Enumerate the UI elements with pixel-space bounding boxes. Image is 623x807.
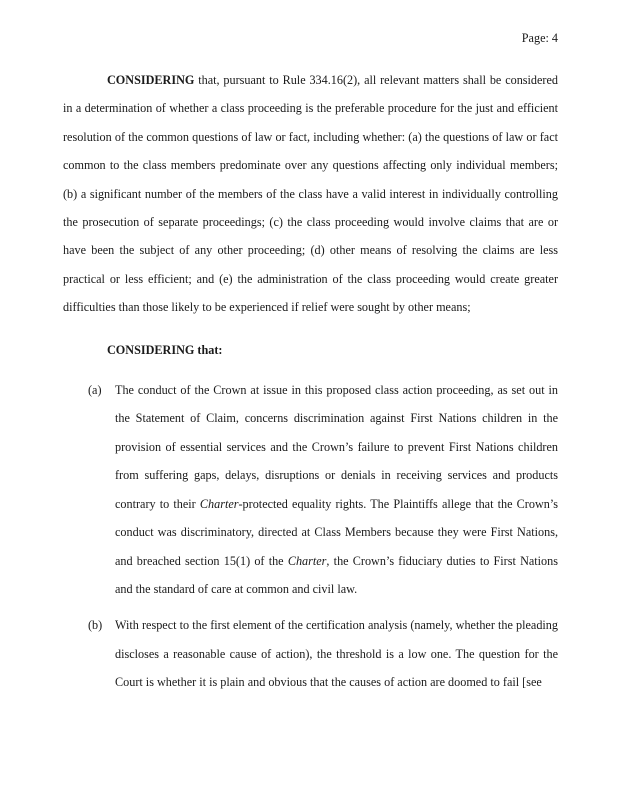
item-a-charter-italic-2: Charter bbox=[287, 553, 327, 568]
paragraph-bold-lead: CONSIDERING bbox=[107, 73, 195, 87]
list-item-a bbox=[63, 376, 558, 603]
item-a-charter-italic-1: Charter bbox=[199, 496, 239, 511]
paragraph-considering-rule bbox=[63, 66, 558, 322]
paragraph-body-text: that, pursuant to Rule 334.16(2), all relevant matters shall be considered in a determination of whether a class proceeding is the preferable procedure for the just and efficient resolution of the common questions of law or fact, including whether: (a) the questions of law or fact common to the class members predominate over any questions affecting only individual members; (b) a significant number of the members of the class have a valid interest in individually controlling the prosecution of separate proceedings; (c) the class proceeding would involve claims that are or have been the subject of any other proceeding; (d) other means of resolving the claims are less practical or less efficient; and (e) the administration of the class proceeding would create greater difficulties than those likely to be experienced if relief were sought by other means; bbox=[63, 73, 558, 315]
page-number-label: Page: 4 bbox=[521, 31, 558, 45]
item-b-text: With respect to the first element of the certification analysis (namely, whether the pleading discloses a reasonable cause of action), the threshold is a low one. The question for the Court is whether it is plain and obvious that the causes of action are doomed to fail [see bbox=[115, 618, 558, 690]
item-a-text-run-2: -protected equality rights. The Plaintiffs allege that the Crown’s conduct was discriminatory, directed at Class Members because they were First Nations, and breached section 15(1) of the bbox=[115, 496, 558, 568]
item-a-text-run-1: The conduct of the Crown at issue in this proposed class action proceeding, as set out in the Statement of Claim, concerns discrimination against First Nations children in the provision of essential services and the Crown’s failure to prevent First Nations children from suffering gaps, delays, disruptions or denials in receiving services and products contrary to their bbox=[115, 383, 558, 511]
considering-that-heading: CONSIDERING that: bbox=[107, 342, 223, 357]
item-a-text-run-3: , the Crown’s fiduciary duties to First Nations and the standard of care at common and civil law. bbox=[115, 553, 558, 596]
document-content bbox=[0, 30, 623, 697]
list-marker-a: (a) bbox=[88, 383, 102, 398]
list-marker-b: (b) bbox=[88, 618, 103, 633]
list-item-b bbox=[63, 611, 558, 696]
